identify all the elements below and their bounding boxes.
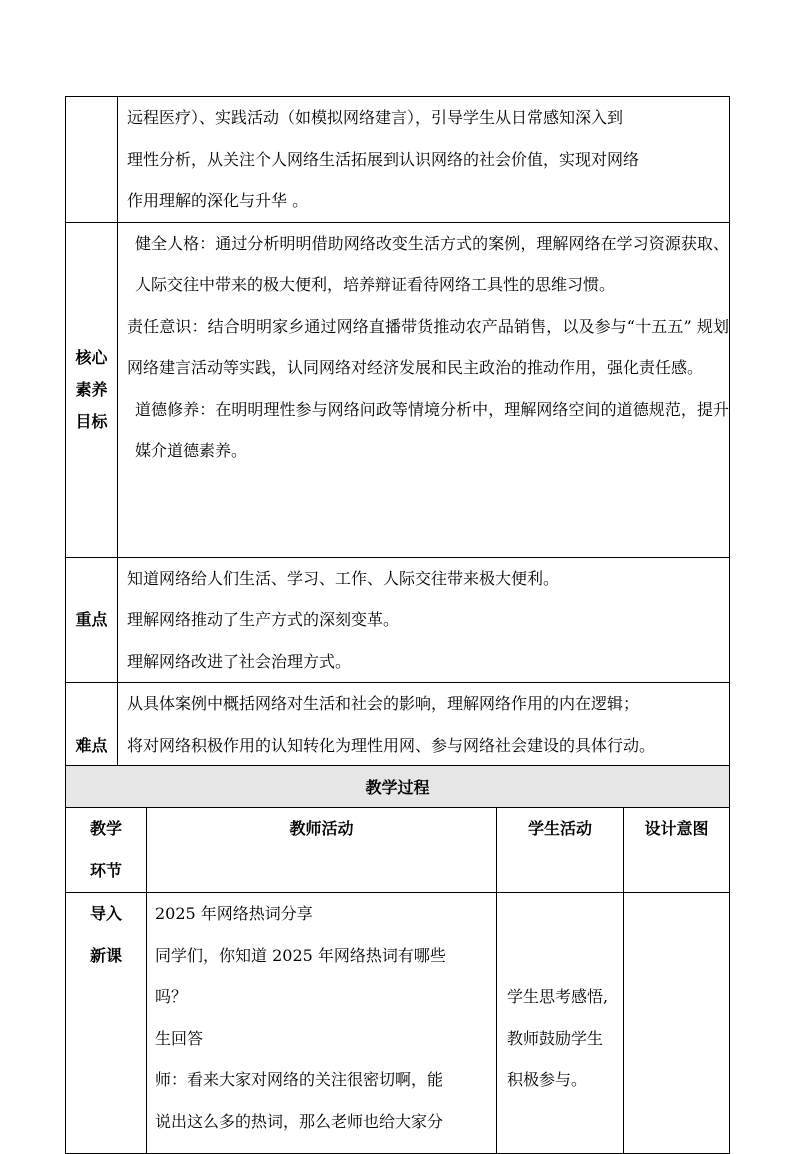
continuation-row: [66, 97, 730, 223]
header-line: 教学: [89, 819, 122, 838]
process-title-row: [66, 766, 730, 808]
key-points-label: 重点: [66, 557, 118, 683]
process-title: 教学过程: [66, 766, 730, 808]
text-line: 作用理解的深化与升华 。: [127, 191, 309, 210]
paragraph-personality: 健全人格：通过分析明明借助网络改变生活方式的案例，理解网络在学习资源获取、人际交往中带来的极大便利，培养辩证看待网络工具性的思维习惯。: [135, 233, 729, 294]
design-intent: [624, 893, 730, 1154]
key-points-content: [118, 557, 730, 683]
text-line: 师：看来大家对网络的关注很密切啊，能: [155, 1070, 444, 1089]
text-line: 远程医疗）、实践活动（如模拟网络建言），引导学生从日常感知深入到: [127, 108, 624, 127]
process-header-row: [66, 808, 730, 893]
text-line: 吗？: [155, 987, 188, 1006]
text-line: 同学们，你知道 2025 年网络热词有哪些: [155, 945, 446, 965]
text-line: 理性分析，从关注个人网络生活拓展到认识网络的社会价值，实现对网络: [127, 149, 640, 169]
header-design: 设计意图: [624, 808, 730, 893]
process-row-intro: [66, 893, 730, 1154]
stage-line: 新课: [89, 945, 122, 965]
spacer: [507, 893, 619, 976]
paragraph-morality: 道德修养：在明明理性参与网络问政等情境分析中，理解网络空间的道德规范，提升媒介道德素养。: [135, 399, 729, 460]
header-teacher: 教师活动: [147, 808, 497, 893]
label-line: 目标: [75, 411, 108, 431]
continuation-label: [66, 97, 118, 223]
text-line: 生回答: [155, 1028, 204, 1048]
text-line: 学生思考感悟,: [507, 987, 609, 1006]
text-line: 理解网络推动了生产方式的深刻变革。: [127, 610, 400, 629]
text-line: 将对网络积极作用的认知转化为理性用网、参与网络社会建设的具体行动。: [127, 735, 656, 755]
text-line: 2025 年网络热词分享: [155, 904, 313, 923]
difficult-points-row: [66, 683, 730, 767]
paragraph-responsibility: 责任意识：结合明明家乡通过网络直播带货推动农产品销售，以及参与“十五五” 规划网络建言活动等实践，认同网络对经济发展和民主政治的推动作用，强化责任感。: [127, 316, 729, 377]
teaching-process-table: [65, 765, 730, 1154]
text-line: 理解网络改进了社会治理方式。: [127, 651, 352, 671]
text-line: 教师鼓励学生: [507, 1028, 604, 1048]
teacher-activity: [147, 893, 497, 1154]
label-line: 核心: [75, 347, 108, 367]
core-competency-label: [66, 222, 118, 557]
text-line: 积极参与。: [507, 1070, 588, 1089]
key-points-row: [66, 557, 730, 683]
core-competency-content: [118, 222, 730, 557]
stage-intro: [66, 893, 147, 1154]
core-competency-row: [66, 222, 730, 557]
header-stage: [66, 808, 147, 893]
objectives-table: [65, 96, 730, 767]
text-line: 说出这么多的热词，那么老师也给大家分: [155, 1111, 444, 1131]
text-line: 知道网络给人们生活、学习、工作、人际交往带来极大便利。: [127, 568, 560, 588]
stage-line: 导入: [89, 904, 122, 923]
continuation-content: [118, 97, 730, 223]
header-student: 学生活动: [497, 808, 624, 893]
difficult-points-label: 难点: [66, 683, 118, 767]
text-line: 从具体案例中概括网络对生活和社会的影响，理解网络作用的内在逻辑；: [127, 694, 640, 713]
label-line: 素养: [75, 379, 108, 399]
difficult-points-content: [118, 683, 730, 767]
student-activity: [497, 893, 624, 1154]
header-line: 环节: [89, 860, 122, 880]
